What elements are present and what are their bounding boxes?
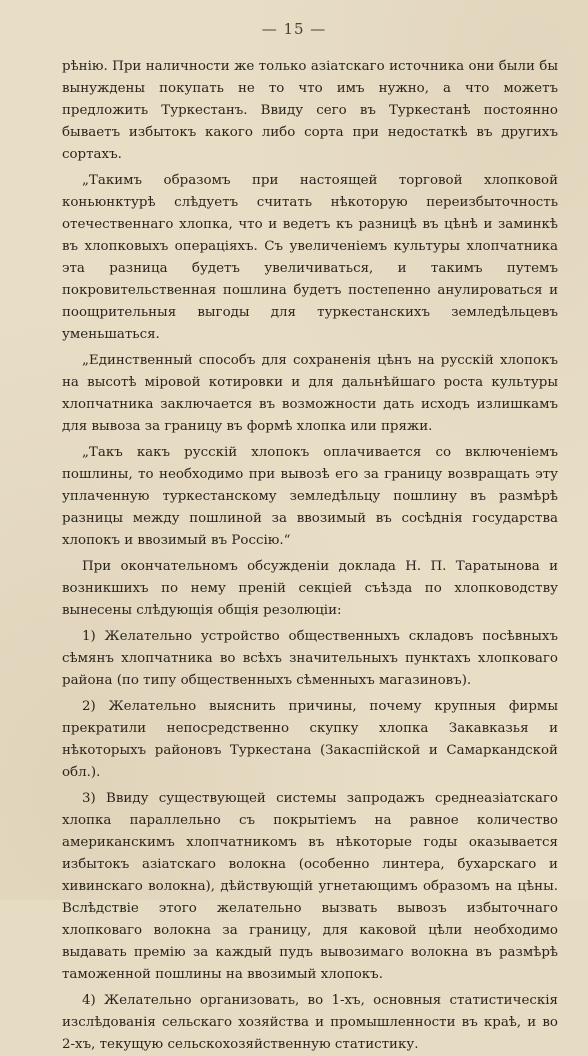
quote-paragraph-duty-refund: „Такъ какъ русскій хлопокъ оплачивается со включеніемъ пошлины, то необходимо при вывозѣ его за границу возвращать эту уплаченную туркестанскому земледѣльцу пошлину въ размѣрѣ разницы между пошлиной за ввозимый въ сосѣднія государства хлопокъ и ввозимый въ Россію.“: [62, 445, 558, 548]
resolution-2: 2) Желательно выяснить причины, почему крупныя фирмы прекратили непосредственно скупку хлопка Закавказья и нѣкоторыхъ районовъ Туркестана (Закаспійской и Самаркандской обл.).: [62, 699, 558, 780]
resolution-3: 3) Ввиду существующей системы запродажъ среднеазіатскаго хлопка параллельно съ покрытіемъ на равное количество американскимъ хлопчатникомъ въ нѣкоторые годы оказывается избытокъ азіатскаго волокна (особенно линтера, бухарскаго и хивинскаго волокна), дѣйствующій угнетающимъ образомъ на цѣны. Вслѣдствіе этого желательно вызвать вывозъ избыточнаго хлопковаго волокна за границу, для каковой цѣли необходимо выдавать премію за каждый пудъ вывозимаго волокна въ размѣрѣ таможенной пошлины на ввозимый хлопокъ.: [62, 791, 558, 982]
paragraph-resolutions-intro: При окончательномъ обсужденіи доклада Н. П. Таратынова и возникшихъ по нему преній секціей съѣзда по хлопководству вынесены слѣдующія общія резолюціи:: [62, 559, 558, 618]
page-number: — 15 —: [261, 20, 327, 38]
body-text: [62, 56, 558, 1056]
quote-paragraph-conjuncture: „Такимъ образомъ при настоящей торговой хлопковой коньюнктурѣ слѣдуетъ считать нѣкоторую переизбыточность отечественнаго хлопка, что и ведетъ къ разницѣ въ цѣнѣ и заминкѣ въ хлопковыхъ операціяхъ. Съ увеличеніемъ культуры хлопчатника эта разница будетъ увеличиваться, и такимъ путемъ покровительственная пошлина будетъ постепенно анулироваться и поощрительныя выгоды для туркестанскихъ земледѣльцевъ уменьшаться.: [62, 173, 558, 342]
quote-paragraph-export-method: „Единственный способъ для сохраненія цѣнъ на русскій хлопокъ на высотѣ міровой котировки и для дальнѣйшаго роста культуры хлопчатника заключается въ возможности дать исходъ излишкамъ для вывоза за границу въ формѣ хлопка или пряжи.: [62, 353, 558, 434]
paragraph-continuation: рѣнію. При наличности же только азіатскаго источника они были бы вынуждены покупать не то что имъ нужно, а что можетъ предложить Туркестанъ. Ввиду сего въ Туркестанѣ постоянно бываетъ избытокъ какого либо сорта при недостаткѣ въ другихъ сортахъ.: [62, 59, 558, 162]
resolution-4: 4) Желательно организовать, во 1-хъ, основныя статистическія изслѣдованія сельскаго хозяйства и промышленности въ краѣ, и во 2-хъ, текущую сельскохозяйственную статистику.: [62, 993, 558, 1052]
resolution-1: 1) Желательно устройство общественныхъ складовъ посѣвныхъ сѣмянъ хлопчатника во всѣхъ значительныхъ пунктахъ хлопковаго района (по типу общественныхъ сѣменныхъ магазиновъ).: [62, 629, 558, 688]
